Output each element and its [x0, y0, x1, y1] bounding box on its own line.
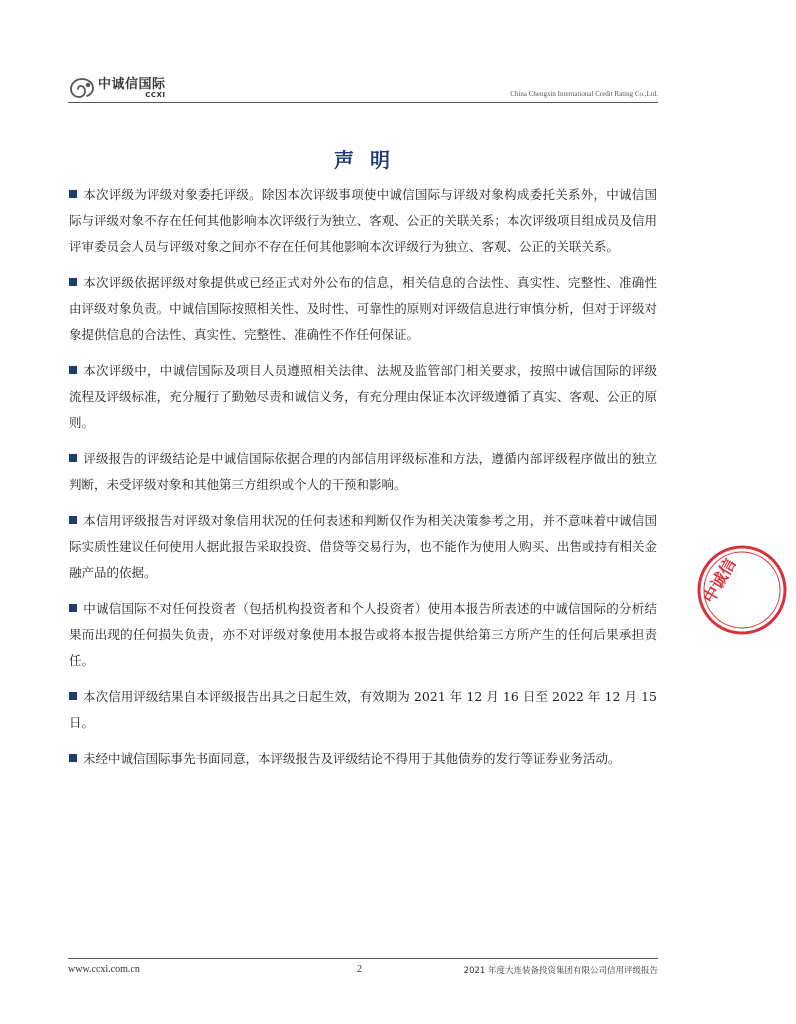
square-bullet-icon: [69, 604, 77, 612]
company-seal-stamp: [696, 540, 796, 640]
square-bullet-icon: [69, 278, 77, 286]
company-name-en: China Chengxin International Credit Rating Co.,Ltd.: [510, 90, 658, 98]
page-footer: [68, 958, 658, 982]
statement-text: 本次评级为评级对象委托评级。除因本次评级事项使中诚信国际与评级对象构成委托关系外，中诚信国际与评级对象不存在任何其他影响本次评级行为独立、客观、公正的关联关系；本次评级项目组成员及信用评审委员会人员与评级对象之间亦不存在任何其他影响本次评级行为独立、客观、公正的关联关系。: [69, 187, 657, 254]
statement-text: 评级报告的评级结论是中诚信国际依据合理的内部信用评级标准和方法，遵循内部评级程序做出的独立判断，未受评级对象和其他第三方组织或个人的干预和影响。: [69, 451, 657, 492]
footer-website: www.ccxi.com.cn: [68, 964, 140, 975]
square-bullet-icon: [69, 516, 77, 524]
square-bullet-icon: [69, 454, 77, 462]
statement-item: [69, 684, 657, 736]
ccxi-logo-icon: [68, 76, 96, 100]
footer-divider: [68, 958, 658, 959]
statement-item: [69, 446, 657, 498]
footer-report-name: 2021 年度大连装备投资集团有限公司信用评级报告: [463, 966, 658, 976]
statement-text: 本信用评级报告对评级对象信用状况的任何表述和判断仅作为相关决策参考之用，并不意味着中诚信国际实质性建议任何使用人据此报告采取投资、借贷等交易行为，也不能作为使用人购买、出售或持有相关金融产品的依据。: [69, 513, 657, 580]
statement-text: 本次信用评级结果自本评级报告出具之日起生效，有效期为 2021 年 12 月 16 日至 2022 年 12 月 15 日。: [69, 689, 657, 730]
square-bullet-icon: [69, 190, 77, 198]
statement-item: [69, 182, 657, 260]
statement-text: 中诚信国际不对任何投资者（包括机构投资者和个人投资者）使用本报告所表述的中诚信国际的分析结果而出现的任何损失负责，亦不对评级对象使用本报告或将本报告提供给第三方所产生的任何后果承担责任。: [69, 601, 657, 668]
square-bullet-icon: [69, 692, 77, 700]
statement-item: [69, 508, 657, 586]
statement-item: [69, 596, 657, 674]
statement-item: [69, 270, 657, 348]
statement-text: 未经中诚信国际事先书面同意，本评级报告及评级结论不得用于其他债券的发行等证券业务活动。: [83, 751, 621, 766]
header-divider: [68, 102, 658, 103]
svg-text:中诚信: 中诚信: [699, 555, 740, 607]
statement-item: [69, 746, 657, 772]
statement-text: 本次评级中，中诚信国际及项目人员遵照相关法律、法规及监管部门相关要求，按照中诚信国际的评级流程及评级标准，充分履行了勤勉尽责和诚信义务，有充分理由保证本次评级遵循了真实、客观、公正的原则。: [69, 363, 657, 430]
page-title: 声明: [334, 148, 406, 172]
statement-text: 本次评级依据评级对象提供或已经正式对外公布的信息，相关信息的合法性、真实性、完整性、准确性由评级对象负责。中诚信国际按照相关性、及时性、可靠性的原则对评级信息进行审慎分析，但对于评级对象提供信息的合法性、真实性、完整性、准确性不作任何保证。: [69, 275, 657, 342]
statement-list: [69, 182, 657, 782]
page-number: 2: [357, 964, 362, 975]
page-header: [68, 74, 658, 104]
square-bullet-icon: [69, 366, 77, 374]
logo-cn-text: 中诚信国际: [98, 76, 166, 92]
statement-item: [69, 358, 657, 436]
ccxi-logo: [68, 74, 166, 102]
square-bullet-icon: [69, 754, 77, 762]
logo-en-text: CCXI: [145, 90, 166, 99]
